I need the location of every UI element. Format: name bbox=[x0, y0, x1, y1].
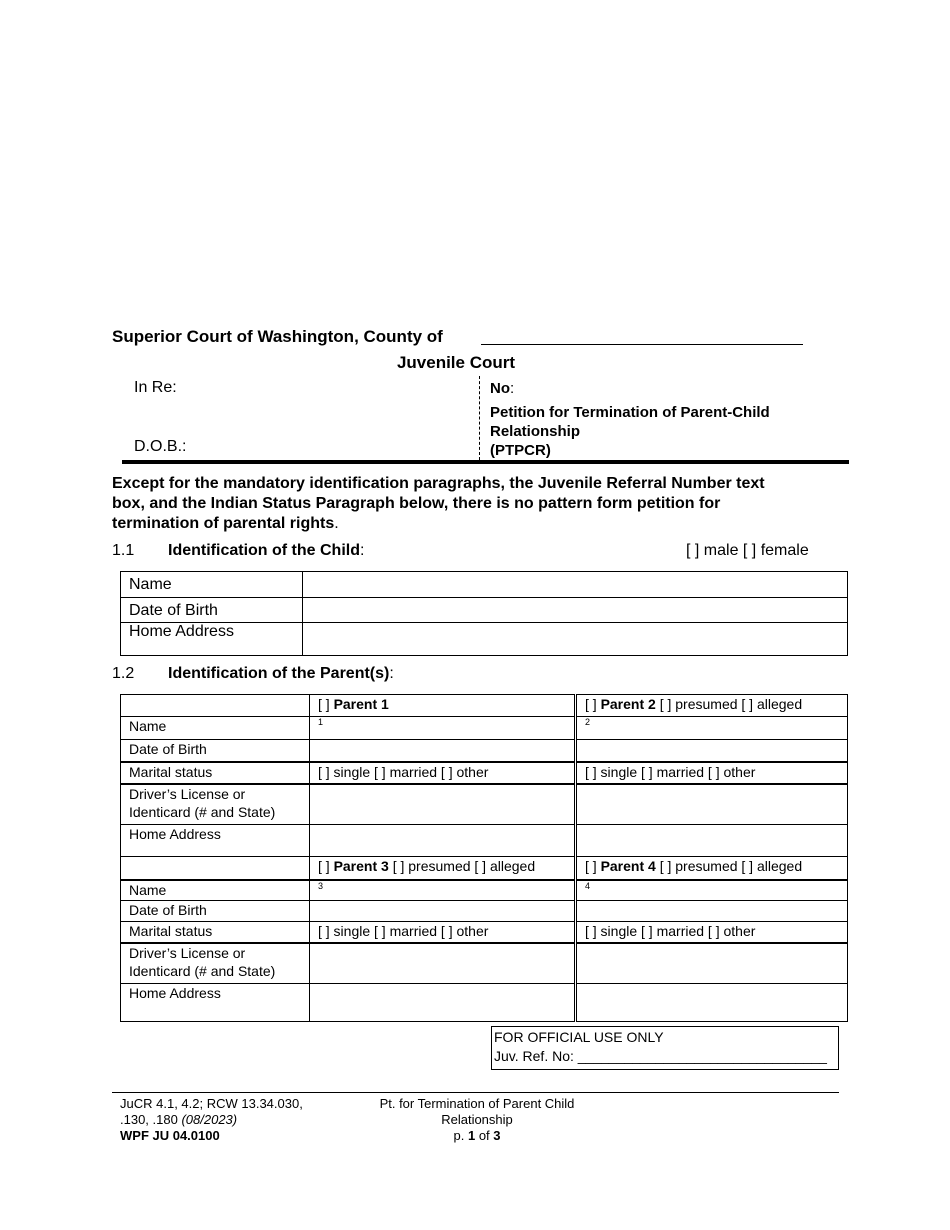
page-number: p. 1 of 3 bbox=[453, 1128, 501, 1143]
in-re-label: In Re: bbox=[134, 379, 177, 396]
parent-4-dob-field[interactable] bbox=[576, 901, 848, 922]
name-label: Name bbox=[121, 880, 310, 901]
parent-header-row bbox=[121, 695, 848, 717]
parent-row-address bbox=[121, 984, 848, 1022]
section-1-2-number: 1.2 bbox=[112, 665, 135, 682]
parent-2-marital-options[interactable]: [ ] single [ ] married [ ] other bbox=[576, 762, 848, 784]
child-identification-table bbox=[120, 571, 848, 656]
document-title: Petition for Termination of Parent-Child Relationship (PTPCR) bbox=[490, 404, 770, 459]
parent-4-license-field[interactable] bbox=[576, 943, 848, 984]
caption-rule bbox=[122, 460, 849, 464]
section-1-1-heading: Identification of the Child: bbox=[168, 542, 365, 559]
dob-label: D.O.B.: bbox=[134, 438, 187, 455]
section-1-1-number: 1.1 bbox=[112, 542, 135, 559]
parent-row-address bbox=[121, 825, 848, 857]
court-name: Superior Court of Washington, County of bbox=[112, 327, 443, 346]
dob-label: Date of Birth bbox=[121, 901, 310, 922]
parent-3-license-field[interactable] bbox=[310, 943, 576, 984]
parent-row-dob bbox=[121, 740, 848, 762]
child-name-label: Name bbox=[121, 572, 303, 598]
license-label: Driver’s License or Identicard (# and State) bbox=[121, 784, 310, 825]
caption-divider bbox=[479, 376, 480, 460]
marital-label: Marital status bbox=[121, 762, 310, 784]
form-number: WPF JU 04.0100 bbox=[120, 1128, 220, 1143]
official-use-box bbox=[491, 1026, 839, 1070]
child-row-name bbox=[121, 572, 848, 598]
parent-2-name-field[interactable]: 2 bbox=[576, 717, 848, 740]
parent-2-dob-field[interactable] bbox=[576, 740, 848, 762]
footer-title: Pt. for Termination of Parent Child Relationship p. 1 of 3 bbox=[352, 1096, 602, 1144]
parent-row-license bbox=[121, 784, 848, 825]
marital-label: Marital status bbox=[121, 922, 310, 943]
empty-header-cell bbox=[121, 857, 310, 880]
dob-label: Date of Birth bbox=[121, 740, 310, 762]
official-use-heading: FOR OFFICIAL USE ONLY bbox=[494, 1029, 664, 1045]
section-1-2-heading: Identification of the Parent(s): bbox=[168, 665, 394, 682]
child-row-address bbox=[121, 623, 848, 656]
parent-row-name bbox=[121, 717, 848, 740]
child-dob-field[interactable] bbox=[303, 598, 848, 623]
parent-4-address-field[interactable] bbox=[576, 984, 848, 1022]
address-label: Home Address bbox=[121, 984, 310, 1022]
parent-row-dob bbox=[121, 901, 848, 922]
parent-row-license bbox=[121, 943, 848, 984]
parent-row-marital bbox=[121, 922, 848, 943]
intro-paragraph: Except for the mandatory identification paragraphs, the Juvenile Referral Number text box, and the Indian Status Paragraph below, there is no pattern form petition for termination of parental rights. bbox=[112, 475, 765, 532]
parent-3-header[interactable]: [ ] Parent 3 [ ] presumed [ ] alleged bbox=[310, 857, 576, 880]
parent-1-marital-options[interactable]: [ ] single [ ] married [ ] other bbox=[310, 762, 576, 784]
footer-citations: JuCR 4.1, 4.2; RCW 13.34.030, .130, .180 (08/2023) WPF JU 04.0100 bbox=[120, 1096, 303, 1143]
child-address-label: Home Address bbox=[121, 623, 303, 656]
parent-4-marital-options[interactable]: [ ] single [ ] married [ ] other bbox=[576, 922, 848, 943]
parent-1-license-field[interactable] bbox=[310, 784, 576, 825]
parent-4-header[interactable]: [ ] Parent 4 [ ] presumed [ ] alleged bbox=[576, 857, 848, 880]
name-label: Name bbox=[121, 717, 310, 740]
empty-header-cell bbox=[121, 695, 310, 717]
address-label: Home Address bbox=[121, 825, 310, 857]
parent-1-header[interactable]: [ ] Parent 1 bbox=[310, 695, 576, 717]
parent-3-name-field[interactable]: 3 bbox=[310, 880, 576, 901]
child-address-field[interactable] bbox=[303, 623, 848, 656]
parent-header-row bbox=[121, 857, 848, 880]
county-blank-line[interactable] bbox=[481, 344, 803, 345]
parent-row-name bbox=[121, 880, 848, 901]
child-name-field[interactable] bbox=[303, 572, 848, 598]
parent-1-address-field[interactable] bbox=[310, 825, 576, 857]
footer-rule bbox=[112, 1092, 839, 1093]
parent-4-name-field[interactable]: 4 bbox=[576, 880, 848, 901]
parent-2-header[interactable]: [ ] Parent 2 [ ] presumed [ ] alleged bbox=[576, 695, 848, 717]
child-gender-checkboxes[interactable]: [ ] male [ ] female bbox=[686, 542, 809, 559]
parent-1-name-field[interactable]: 1 bbox=[310, 717, 576, 740]
parent-2-license-field[interactable] bbox=[576, 784, 848, 825]
case-number-label: No: bbox=[490, 380, 515, 397]
parent-3-dob-field[interactable] bbox=[310, 901, 576, 922]
parent-2-address-field[interactable] bbox=[576, 825, 848, 857]
juvenile-referral-number[interactable]: Juv. Ref. No: ________________________________ bbox=[494, 1048, 827, 1064]
parent-1-dob-field[interactable] bbox=[310, 740, 576, 762]
juvenile-court-title: Juvenile Court bbox=[396, 353, 516, 372]
child-dob-label: Date of Birth bbox=[121, 598, 303, 623]
parent-identification-table bbox=[120, 694, 848, 1022]
parent-row-marital bbox=[121, 762, 848, 784]
license-label: Driver’s License or Identicard (# and State) bbox=[121, 943, 310, 984]
child-row-dob bbox=[121, 598, 848, 623]
parent-3-marital-options[interactable]: [ ] single [ ] married [ ] other bbox=[310, 922, 576, 943]
parent-3-address-field[interactable] bbox=[310, 984, 576, 1022]
